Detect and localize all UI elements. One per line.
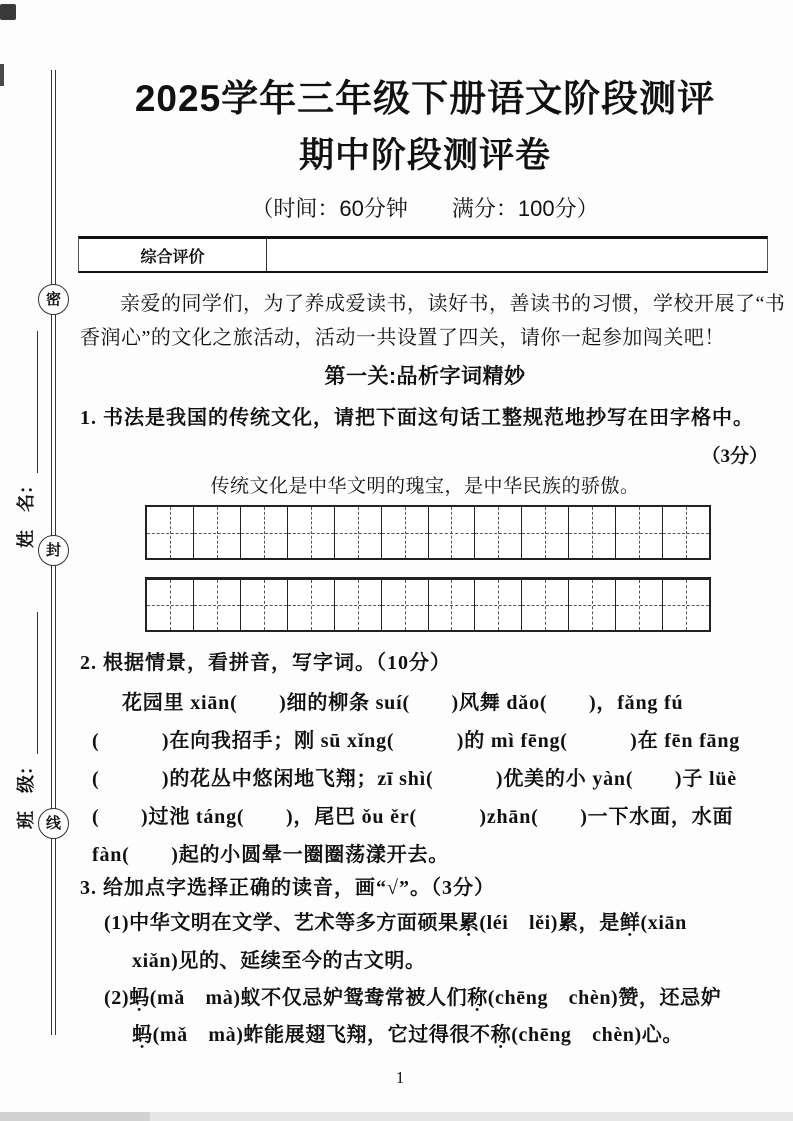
question1-number: 1. <box>80 407 97 429</box>
grid-cell[interactable] <box>147 507 194 558</box>
text-segment: (mǎ mà)蚱能展翅飞翔，它过得很不 <box>152 1024 491 1046</box>
grid-cell[interactable] <box>522 507 569 558</box>
question3-item2-line2 <box>132 1018 782 1047</box>
exam-title-line1: 2025学年三年级下册语文阶段测评 <box>134 78 716 119</box>
section1-header: 第一关:品析字词精妙 <box>324 365 526 388</box>
question3-item1-line1 <box>104 906 784 935</box>
question1-body: 书法是我国的传统文化，请把下面这句话工整规范地抄写在田字格中。 <box>103 407 754 429</box>
question3-item2-line1 <box>104 981 784 1010</box>
question2-number: 2. <box>80 652 97 674</box>
grid-cell[interactable] <box>616 580 663 630</box>
dotted-char: 蚂 <box>132 1024 153 1046</box>
grid-cell[interactable] <box>147 580 194 630</box>
intro-line: 香润心”的文化之旅活动，活动一共设置了四关，请你一起参加闯关吧！ <box>80 327 725 349</box>
grid-cell[interactable] <box>194 507 241 558</box>
grid-cell[interactable] <box>429 507 476 558</box>
seal-circle-mi: 密 <box>38 284 69 315</box>
student-class-field <box>12 597 38 829</box>
text-segment: (2) <box>104 987 130 1009</box>
grid-cell[interactable] <box>475 580 522 630</box>
grid-cell[interactable] <box>241 507 288 558</box>
class-label: 班 级： <box>16 757 36 829</box>
question1-text <box>80 401 770 430</box>
student-name-field <box>12 316 38 548</box>
text-segment: (chēng chèn)心。 <box>511 1024 683 1046</box>
intro-paragraph <box>80 287 786 355</box>
grid-cell[interactable] <box>288 507 335 558</box>
question3-number: 3. <box>80 877 97 899</box>
question3-text <box>80 871 770 900</box>
writing-grid-row2[interactable] <box>145 577 711 632</box>
grid-cell[interactable] <box>569 507 616 558</box>
grid-cell[interactable] <box>616 507 663 558</box>
seal-circle-feng: 封 <box>38 535 69 566</box>
text-segment: (mǎ mà)蚁不仅忌妒鸳鸯常被人们 <box>149 987 468 1009</box>
exam-title-line2: 期中阶段测评卷 <box>298 136 551 175</box>
dotted-char: 鲜 <box>619 912 641 934</box>
scan-artifact <box>0 1112 150 1121</box>
grid-cell[interactable] <box>663 580 709 630</box>
question1-score: （3分） <box>701 446 768 467</box>
scan-artifact <box>0 64 4 86</box>
grid-cell[interactable] <box>288 580 335 630</box>
question2-body: 根据情景，看拼音，写字词。（10分） <box>103 652 451 674</box>
text-segment: (chēng chèn)赞，还忌妒 <box>487 987 722 1009</box>
dotted-char: 蚂 <box>129 987 150 1009</box>
grid-cell[interactable] <box>335 507 382 558</box>
grid-cell[interactable] <box>663 507 709 558</box>
name-blank-line[interactable] <box>20 331 38 473</box>
dotted-char: 称 <box>490 1024 512 1046</box>
text-segment: (xiān <box>640 912 687 934</box>
class-blank-line[interactable] <box>20 612 38 754</box>
seal-circle-xian: 线 <box>38 808 69 839</box>
question2-text <box>80 646 770 675</box>
evaluation-label: 综合评价 <box>140 248 205 266</box>
pinyin-line: ( )在向我招手；刚 sū xǐng( )的 mì fēng( )在 fēn fāng <box>92 730 741 752</box>
grid-cell[interactable] <box>522 580 569 630</box>
pinyin-line: fàn( )起的小圆晕一圈圈荡漾开去。 <box>92 844 450 866</box>
scan-artifact <box>0 4 16 20</box>
grid-cell[interactable] <box>194 580 241 630</box>
text-segment: (1)中华文明在文学、艺术等多方面硕果 <box>104 912 459 934</box>
writing-grid-row1[interactable] <box>145 505 711 560</box>
dotted-char: 称 <box>467 987 488 1009</box>
overall-evaluation-box <box>78 236 768 273</box>
pinyin-line: ( )过池 táng( )，尾巴 ǒu ěr( )zhān( )一下水面，水面 <box>92 806 734 828</box>
page-number: 1 <box>395 1068 405 1087</box>
grid-cell[interactable] <box>382 507 429 558</box>
grid-cell[interactable] <box>335 580 382 630</box>
question3-body: 给加点字选择正确的读音，画“√”。（3分） <box>103 877 495 899</box>
dotted-char: 累 <box>458 912 480 934</box>
text-segment: (léi lěi)累，是 <box>479 912 620 934</box>
question3-item1-line2: xiǎn)见的、延续至今的古文明。 <box>132 950 426 972</box>
evaluation-divider <box>266 239 267 271</box>
intro-line: 亲爱的同学们，为了养成爱读书，读好书，善读书的习惯，学校开展了“书 <box>120 293 786 315</box>
grid-cell[interactable] <box>382 580 429 630</box>
question2-pinyin-passage <box>92 684 792 874</box>
pinyin-line: ( )的花丛中悠闲地飞翔；zī shì( )优美的小 yàn( )子 lüè <box>92 768 737 790</box>
grid-cell[interactable] <box>475 507 522 558</box>
grid-cell[interactable] <box>241 580 288 630</box>
grid-cell[interactable] <box>429 580 476 630</box>
grid-cell[interactable] <box>569 580 616 630</box>
pinyin-line: 花园里 xiān( )细的柳条 suí( )风舞 dǎo( )，fǎng fú <box>122 692 684 714</box>
question1-copy-sentence: 传统文化是中华文明的瑰宝，是中华民族的骄傲。 <box>210 476 640 497</box>
name-label: 姓 名： <box>16 476 36 548</box>
exam-time-score-info: （时间：60分钟 满分：100分） <box>251 196 599 221</box>
